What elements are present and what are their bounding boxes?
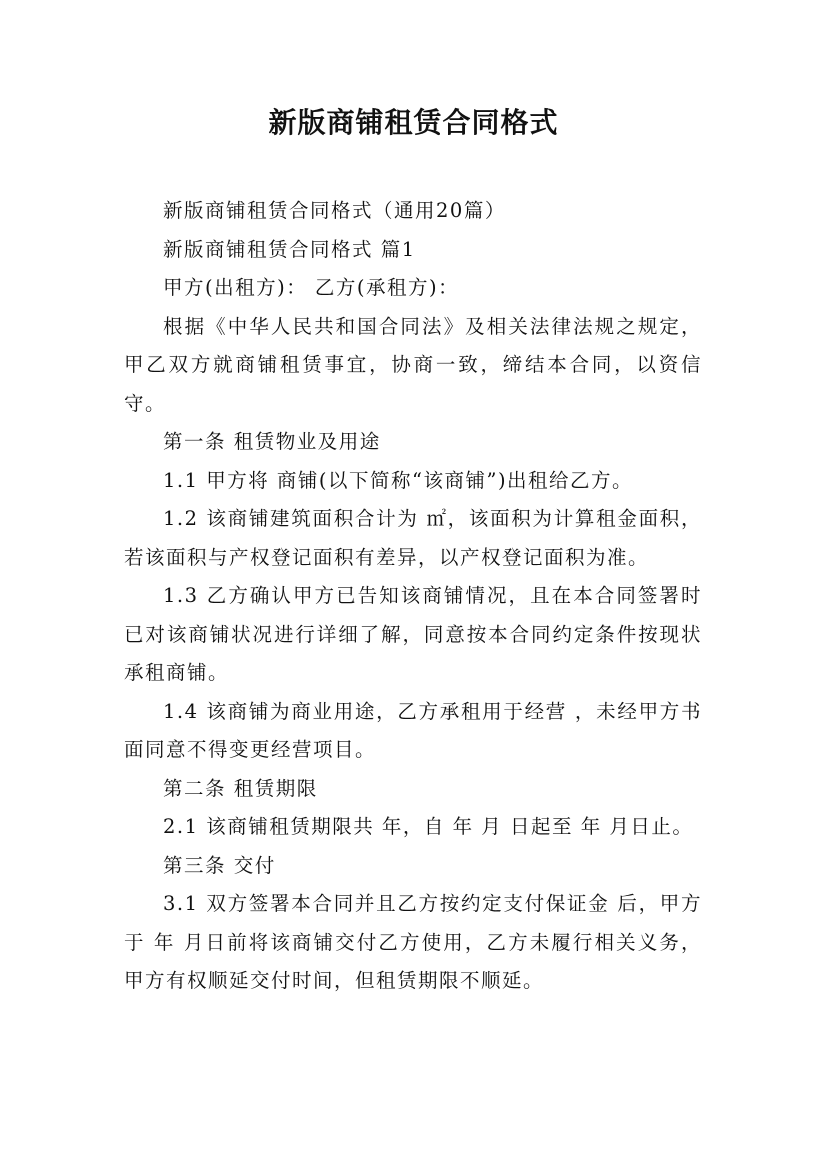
clause-2-1: 2.1 该商铺租赁期限共 年，自 年 月 日起至 年 月日止。: [163, 815, 694, 838]
document-body: [124, 192, 702, 1001]
clause-1-1: 1.1 甲方将 商铺(以下简称“该商铺”)出租给乙方。: [163, 468, 634, 492]
clause-1-2: 1.2 该商铺建筑面积合计为 ㎡，该面积为计算租金面积，若该面积与产权登记面积有差异，以产权登记面积为准。: [124, 507, 702, 569]
section-heading-3: 第三条 交付: [163, 853, 276, 877]
document-title: 新版商铺租赁合同格式: [268, 106, 559, 139]
paragraph-preamble: 根据《中华人民共和国合同法》及相关法律法规之规定，甲乙双方就商铺租赁事宜，协商一致，缔结本合同，以资信守。: [124, 314, 702, 415]
clause-1-3: 1.3 乙方确认甲方已告知该商铺情况，且在本合同签署时已对该商铺状况进行详细了解，同意按本合同约定条件按现状承租商铺。: [124, 584, 702, 684]
paragraph-parties: 甲方(出租方)： 乙方(承租方)：: [163, 276, 460, 299]
paragraph-article-heading: 新版商铺租赁合同格式 篇1: [163, 237, 416, 261]
section-heading-1: 第一条 租赁物业及用途: [163, 430, 381, 453]
clause-1-4: 1.4 该商铺为商业用途，乙方承租用于经营 ，未经甲方书面同意不得变更经营项目。: [124, 699, 702, 761]
clause-3-1: 3.1 双方签署本合同并且乙方按约定支付保证金 后，甲方于 年 月日前将该商铺交付乙方使用，乙方未履行相关义务，甲方有权顺延交付时间，但租赁期限不顺延。: [124, 892, 702, 992]
paragraph-subtitle: 新版商铺租赁合同格式（通用20篇）: [163, 199, 506, 222]
section-heading-2: 第二条 租赁期限: [163, 776, 318, 800]
